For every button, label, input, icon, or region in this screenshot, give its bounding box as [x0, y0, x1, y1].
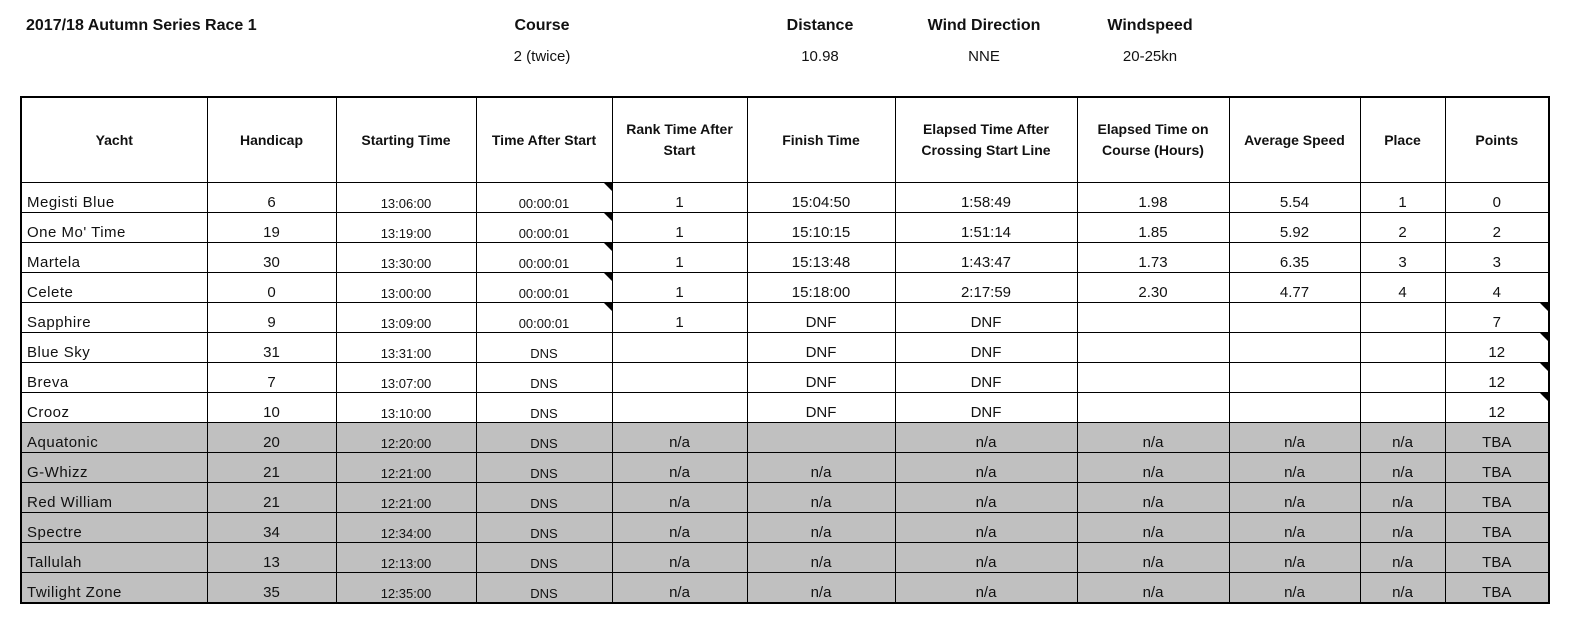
cell-place: 3	[1360, 243, 1445, 273]
cell-start-time: 13:10:00	[336, 393, 476, 423]
cell-elapsed-hours: 2.30	[1077, 273, 1229, 303]
cell-time-after-start: 00:00:01	[476, 213, 612, 243]
cell-points: TBA	[1445, 453, 1549, 483]
cell-time-after-start: DNS	[476, 363, 612, 393]
cell-place: 2	[1360, 213, 1445, 243]
cell-rank-time	[612, 393, 747, 423]
cell-time-after-start: DNS	[476, 573, 612, 604]
cell-handicap: 34	[207, 513, 336, 543]
table-row	[21, 273, 1549, 303]
wind-direction-value: NNE	[968, 48, 1000, 65]
cell-time-after-start: DNS	[476, 543, 612, 573]
distance-value: 10.98	[801, 48, 839, 65]
col-time-after-start: Time After Start	[476, 97, 612, 183]
cell-finish-time: n/a	[747, 513, 895, 543]
cell-start-time: 13:06:00	[336, 183, 476, 213]
cell-handicap: 21	[207, 483, 336, 513]
cell-elapsed-hours: n/a	[1077, 573, 1229, 604]
cell-rank-time: n/a	[612, 483, 747, 513]
cell-points: 12	[1445, 363, 1549, 393]
cell-yacht: Celete	[21, 273, 207, 303]
cell-start-time: 12:20:00	[336, 423, 476, 453]
cell-points: TBA	[1445, 573, 1549, 604]
cell-average-speed: n/a	[1229, 423, 1360, 453]
windspeed-value: 20-25kn	[1122, 48, 1178, 65]
cell-elapsed-hours	[1077, 333, 1229, 363]
cell-start-time: 12:21:00	[336, 453, 476, 483]
col-elapsed-hours: Elapsed Time on Course (Hours)	[1077, 97, 1229, 183]
cell-points: 12	[1445, 333, 1549, 363]
col-rank-time: Rank Time After Start	[612, 97, 747, 183]
cell-start-time: 12:13:00	[336, 543, 476, 573]
cell-handicap: 31	[207, 333, 336, 363]
cell-average-speed: n/a	[1229, 543, 1360, 573]
table-row	[21, 303, 1549, 333]
cell-elapsed-hours: 1.73	[1077, 243, 1229, 273]
cell-start-time: 13:30:00	[336, 243, 476, 273]
cell-time-after-start: DNS	[476, 483, 612, 513]
cell-elapsed-after-line: DNF	[895, 393, 1077, 423]
table-row	[21, 423, 1549, 453]
cell-rank-time: 1	[612, 183, 747, 213]
cell-finish-time: 15:13:48	[747, 243, 895, 273]
cell-handicap: 0	[207, 273, 336, 303]
cell-elapsed-hours: n/a	[1077, 513, 1229, 543]
cell-handicap: 35	[207, 573, 336, 604]
cell-average-speed: n/a	[1229, 513, 1360, 543]
cell-finish-time: n/a	[747, 453, 895, 483]
cell-average-speed: n/a	[1229, 483, 1360, 513]
cell-rank-time: n/a	[612, 453, 747, 483]
col-average-speed: Average Speed	[1229, 97, 1360, 183]
cell-time-after-start: DNS	[476, 393, 612, 423]
cell-place: n/a	[1360, 573, 1445, 604]
cell-handicap: 7	[207, 363, 336, 393]
cell-points: 2	[1445, 213, 1549, 243]
cell-handicap: 13	[207, 543, 336, 573]
cell-elapsed-after-line: 1:51:14	[895, 213, 1077, 243]
cell-average-speed	[1229, 333, 1360, 363]
cell-place	[1360, 363, 1445, 393]
cell-place	[1360, 393, 1445, 423]
cell-start-time: 13:09:00	[336, 303, 476, 333]
cell-yacht: Megisti Blue	[21, 183, 207, 213]
cell-start-time: 13:31:00	[336, 333, 476, 363]
cell-rank-time: n/a	[612, 543, 747, 573]
cell-handicap: 20	[207, 423, 336, 453]
cell-yacht: Blue Sky	[21, 333, 207, 363]
table-row	[21, 543, 1549, 573]
cell-elapsed-after-line: n/a	[895, 573, 1077, 604]
cell-yacht: Twilight Zone	[21, 573, 207, 604]
cell-points: 3	[1445, 243, 1549, 273]
cell-elapsed-hours	[1077, 303, 1229, 333]
cell-elapsed-after-line: n/a	[895, 423, 1077, 453]
results-table	[20, 96, 1550, 604]
cell-elapsed-after-line: 1:58:49	[895, 183, 1077, 213]
cell-rank-time: n/a	[612, 513, 747, 543]
cell-time-after-start: DNS	[476, 513, 612, 543]
col-yacht: Yacht	[21, 97, 207, 183]
cell-points: 0	[1445, 183, 1549, 213]
cell-elapsed-hours: 1.98	[1077, 183, 1229, 213]
cell-rank-time: n/a	[612, 423, 747, 453]
cell-elapsed-hours: n/a	[1077, 483, 1229, 513]
cell-time-after-start: DNS	[476, 423, 612, 453]
cell-average-speed: 5.54	[1229, 183, 1360, 213]
cell-yacht: Tallulah	[21, 543, 207, 573]
cell-elapsed-after-line: 2:17:59	[895, 273, 1077, 303]
cell-average-speed: n/a	[1229, 453, 1360, 483]
cell-handicap: 9	[207, 303, 336, 333]
cell-start-time: 13:00:00	[336, 273, 476, 303]
cell-yacht: Spectre	[21, 513, 207, 543]
cell-time-after-start: DNS	[476, 333, 612, 363]
cell-handicap: 21	[207, 453, 336, 483]
cell-place: n/a	[1360, 543, 1445, 573]
cell-elapsed-hours: n/a	[1077, 453, 1229, 483]
cell-start-time: 12:34:00	[336, 513, 476, 543]
cell-finish-time: n/a	[747, 543, 895, 573]
cell-elapsed-after-line: n/a	[895, 513, 1077, 543]
cell-rank-time: n/a	[612, 573, 747, 604]
cell-yacht: Red William	[21, 483, 207, 513]
cell-points: TBA	[1445, 513, 1549, 543]
cell-start-time: 13:19:00	[336, 213, 476, 243]
table-row	[21, 393, 1549, 423]
cell-elapsed-hours: n/a	[1077, 543, 1229, 573]
cell-elapsed-hours: n/a	[1077, 423, 1229, 453]
cell-average-speed	[1229, 393, 1360, 423]
cell-time-after-start: DNS	[476, 453, 612, 483]
cell-yacht: Aquatonic	[21, 423, 207, 453]
table-row	[21, 333, 1549, 363]
cell-elapsed-hours: 1.85	[1077, 213, 1229, 243]
wind-direction-label: Wind Direction	[927, 17, 1041, 34]
cell-average-speed: 6.35	[1229, 243, 1360, 273]
cell-elapsed-after-line: n/a	[895, 483, 1077, 513]
cell-points: 12	[1445, 393, 1549, 423]
cell-handicap: 6	[207, 183, 336, 213]
cell-average-speed: 4.77	[1229, 273, 1360, 303]
table-row	[21, 363, 1549, 393]
col-finish-time: Finish Time	[747, 97, 895, 183]
col-handicap: Handicap	[207, 97, 336, 183]
cell-start-time: 12:35:00	[336, 573, 476, 604]
cell-elapsed-after-line: 1:43:47	[895, 243, 1077, 273]
cell-finish-time: 15:04:50	[747, 183, 895, 213]
cell-average-speed	[1229, 303, 1360, 333]
cell-place	[1360, 333, 1445, 363]
cell-handicap: 10	[207, 393, 336, 423]
cell-points: TBA	[1445, 543, 1549, 573]
cell-points: 4	[1445, 273, 1549, 303]
cell-yacht: Breva	[21, 363, 207, 393]
col-points: Points	[1445, 97, 1549, 183]
table-row	[21, 213, 1549, 243]
cell-rank-time	[612, 333, 747, 363]
cell-time-after-start: 00:00:01	[476, 183, 612, 213]
course-value: 2 (twice)	[513, 48, 571, 65]
table-row	[21, 243, 1549, 273]
cell-average-speed: 5.92	[1229, 213, 1360, 243]
cell-place: n/a	[1360, 423, 1445, 453]
cell-place	[1360, 303, 1445, 333]
cell-place: n/a	[1360, 483, 1445, 513]
table-row	[21, 453, 1549, 483]
cell-handicap: 30	[207, 243, 336, 273]
cell-average-speed: n/a	[1229, 573, 1360, 604]
table-row	[21, 183, 1549, 213]
cell-rank-time: 1	[612, 303, 747, 333]
cell-place: 4	[1360, 273, 1445, 303]
col-starting-time: Starting Time	[336, 97, 476, 183]
cell-points: TBA	[1445, 423, 1549, 453]
table-row	[21, 573, 1549, 604]
cell-start-time: 12:21:00	[336, 483, 476, 513]
windspeed-label: Windspeed	[1107, 17, 1193, 34]
col-place: Place	[1360, 97, 1445, 183]
cell-handicap: 19	[207, 213, 336, 243]
cell-points: 7	[1445, 303, 1549, 333]
cell-start-time: 13:07:00	[336, 363, 476, 393]
col-elapsed-after-line: Elapsed Time After Crossing Start Line	[895, 97, 1077, 183]
cell-rank-time: 1	[612, 273, 747, 303]
cell-elapsed-after-line: DNF	[895, 333, 1077, 363]
cell-average-speed	[1229, 363, 1360, 393]
cell-finish-time: DNF	[747, 333, 895, 363]
cell-time-after-start: 00:00:01	[476, 243, 612, 273]
cell-finish-time: n/a	[747, 483, 895, 513]
cell-finish-time	[747, 423, 895, 453]
cell-place: n/a	[1360, 453, 1445, 483]
cell-finish-time: DNF	[747, 303, 895, 333]
cell-yacht: Crooz	[21, 393, 207, 423]
table-header-row	[21, 97, 1549, 183]
cell-elapsed-hours	[1077, 393, 1229, 423]
cell-finish-time: DNF	[747, 363, 895, 393]
cell-yacht: One Mo' Time	[21, 213, 207, 243]
course-label: Course	[514, 17, 570, 34]
cell-rank-time: 1	[612, 213, 747, 243]
cell-place: n/a	[1360, 513, 1445, 543]
cell-time-after-start: 00:00:01	[476, 273, 612, 303]
cell-finish-time: 15:18:00	[747, 273, 895, 303]
cell-points: TBA	[1445, 483, 1549, 513]
cell-time-after-start: 00:00:01	[476, 303, 612, 333]
distance-label: Distance	[786, 17, 854, 34]
cell-rank-time	[612, 363, 747, 393]
cell-elapsed-after-line: n/a	[895, 453, 1077, 483]
cell-yacht: Martela	[21, 243, 207, 273]
cell-finish-time: n/a	[747, 573, 895, 604]
cell-elapsed-hours	[1077, 363, 1229, 393]
cell-rank-time: 1	[612, 243, 747, 273]
table-row	[21, 513, 1549, 543]
page-title: 2017/18 Autumn Series Race 1	[26, 17, 257, 34]
table-row	[21, 483, 1549, 513]
cell-elapsed-after-line: DNF	[895, 303, 1077, 333]
cell-finish-time: 15:10:15	[747, 213, 895, 243]
cell-elapsed-after-line: n/a	[895, 543, 1077, 573]
cell-finish-time: DNF	[747, 393, 895, 423]
cell-elapsed-after-line: DNF	[895, 363, 1077, 393]
cell-yacht: G-Whizz	[21, 453, 207, 483]
cell-place: 1	[1360, 183, 1445, 213]
cell-yacht: Sapphire	[21, 303, 207, 333]
